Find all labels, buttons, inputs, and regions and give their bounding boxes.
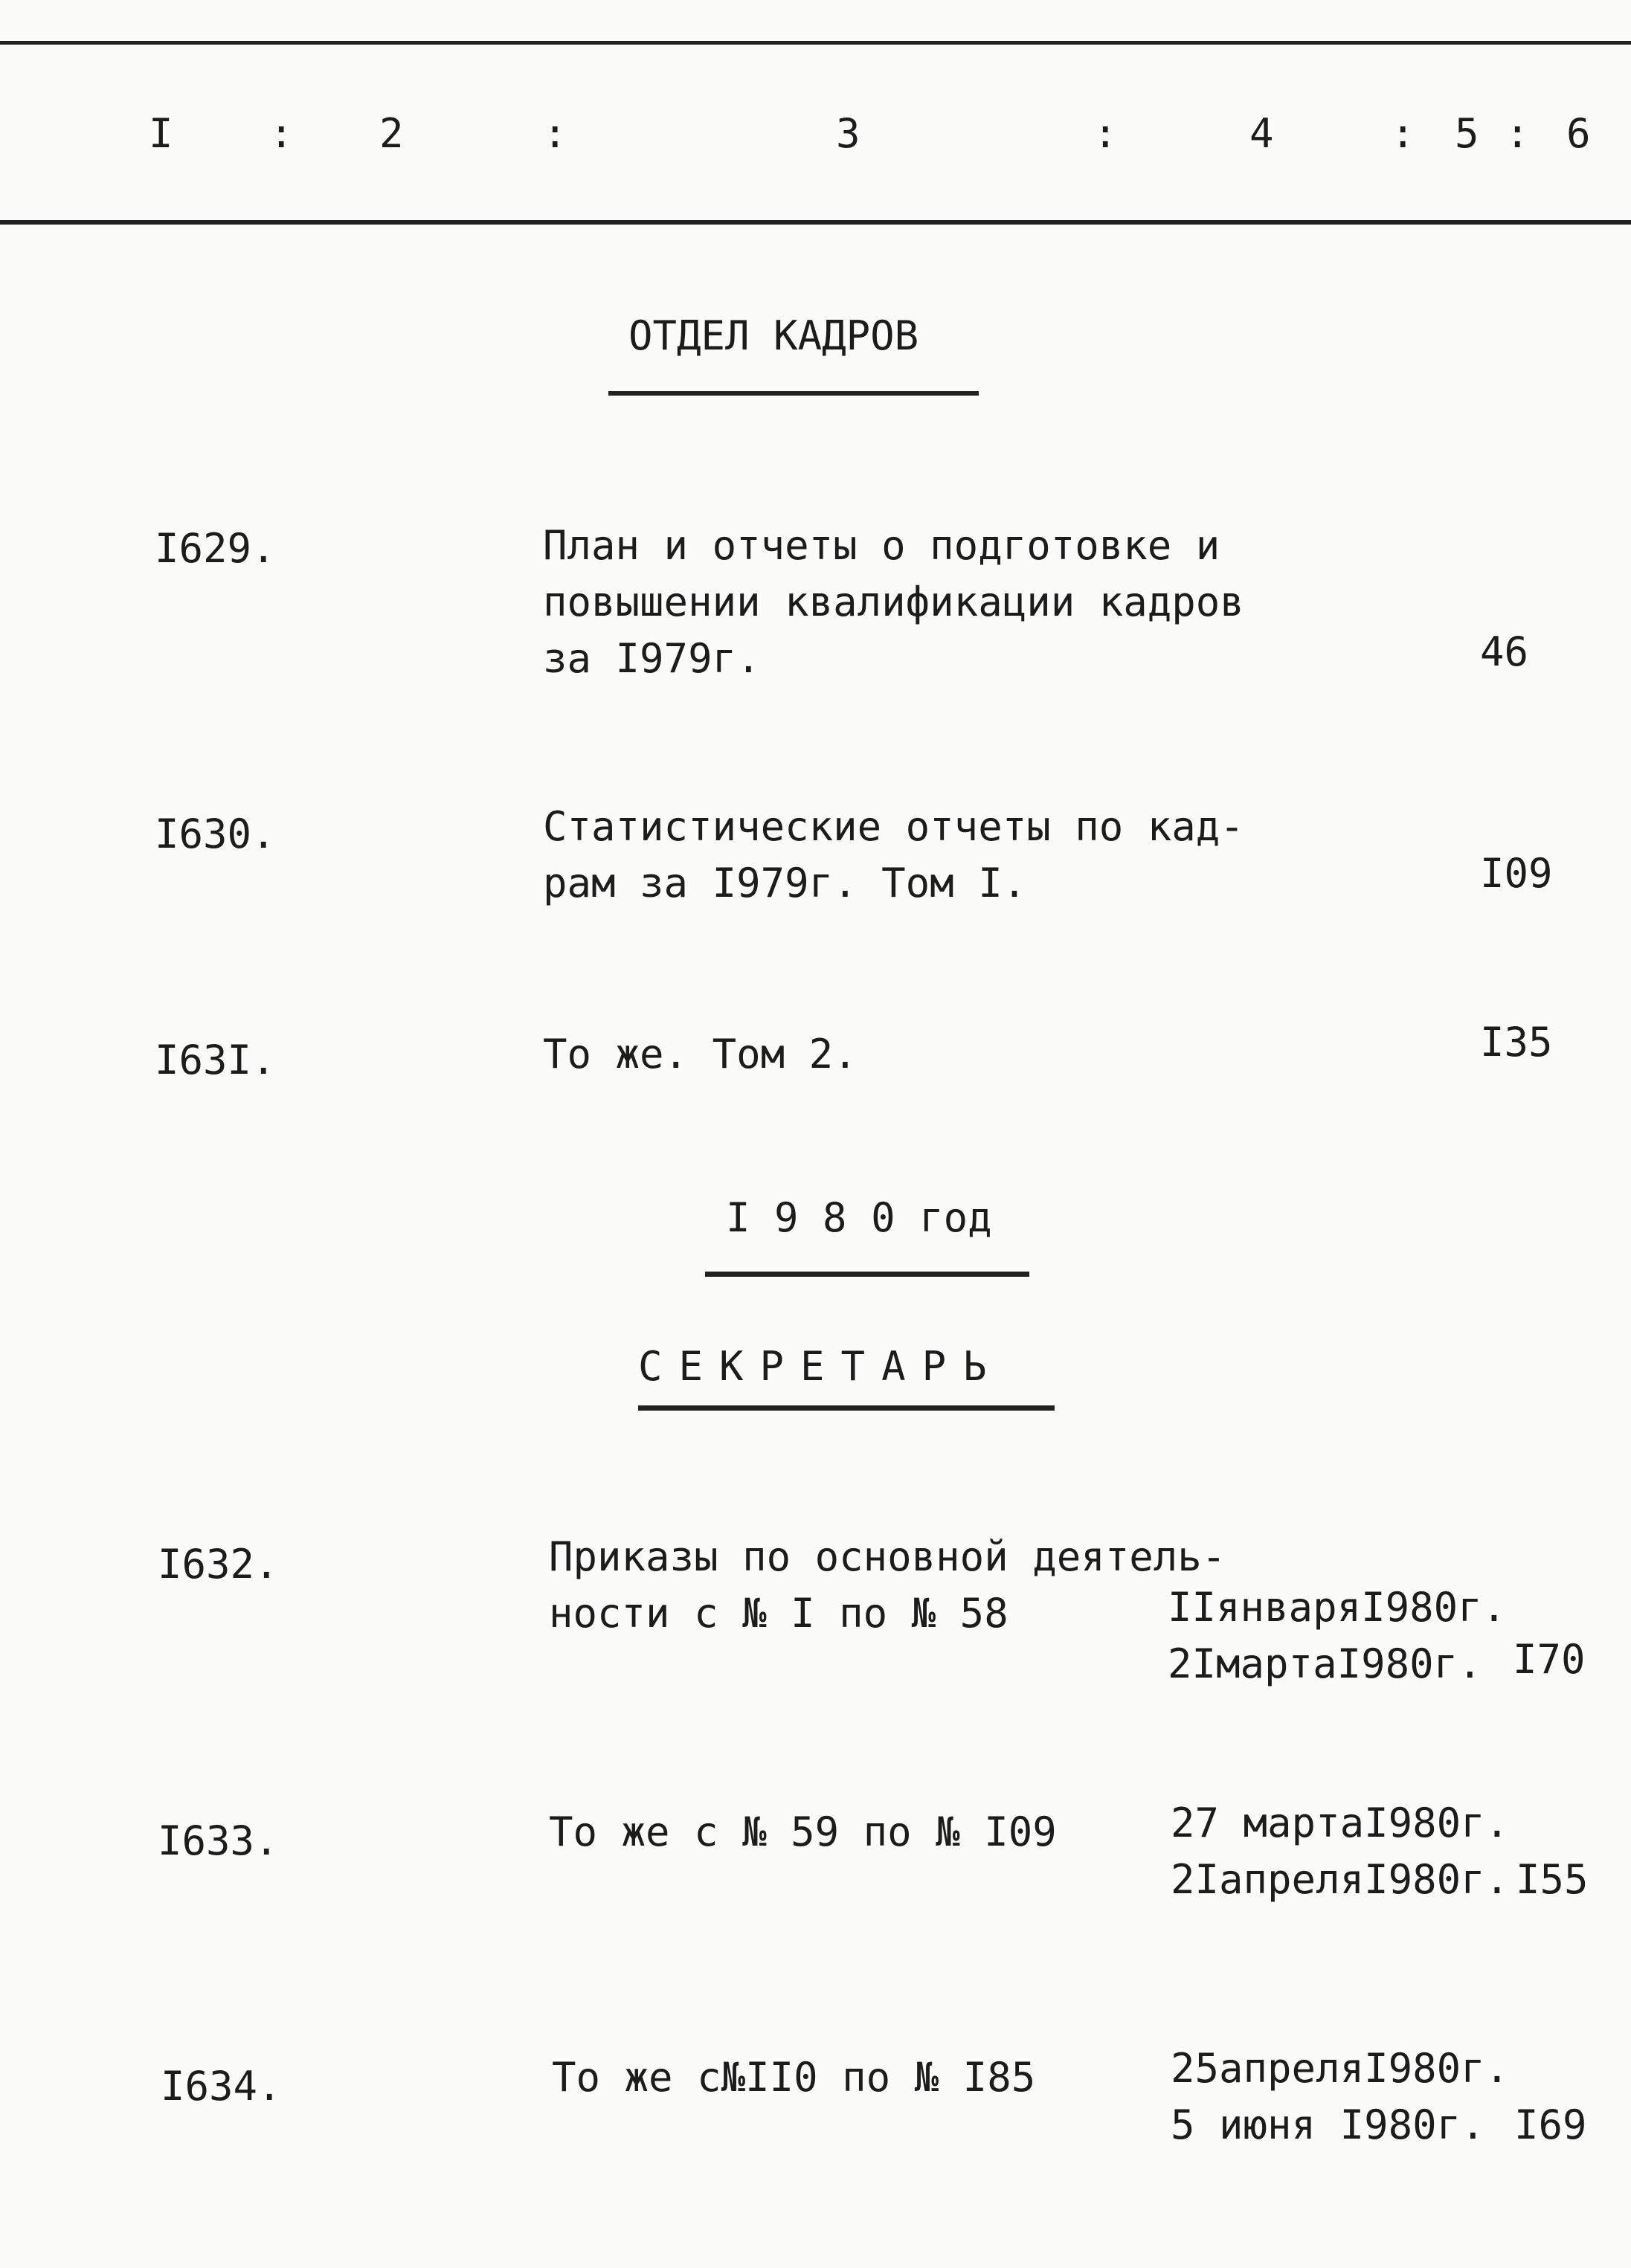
column-header-6: 6 — [1566, 110, 1591, 157]
header-bottom-rule — [0, 220, 1631, 225]
column-separator: : — [1093, 110, 1118, 157]
column-separator: : — [1505, 110, 1530, 157]
entry-pages: I69 — [1514, 2101, 1587, 2148]
entry-pages: I55 — [1516, 1856, 1589, 1903]
entry-number: I634. — [161, 2063, 282, 2110]
column-header-5: 5 — [1455, 110, 1479, 157]
date-to: 5 июня I980г. — [1171, 2101, 1485, 2148]
entry-dates — [1171, 2040, 1509, 2153]
year-heading-underline — [705, 1272, 1029, 1277]
column-separator: : — [1391, 110, 1415, 157]
date-to: 2IмартаI980г. — [1168, 1640, 1482, 1687]
entry-dates — [1168, 1579, 1506, 1692]
entry-number: I629. — [155, 525, 276, 572]
entry-number: I633. — [158, 1817, 279, 1864]
section-title-personnel: ОТДЕЛ КАДРОВ — [628, 312, 919, 359]
entry-description — [549, 1529, 1226, 1642]
column-header-3: 3 — [836, 110, 860, 157]
entry-number: I632. — [158, 1541, 279, 1588]
description-line: Статистические отчеты по кад- — [543, 803, 1244, 850]
date-from: IIянваряI980г. — [1168, 1584, 1507, 1631]
column-separator: : — [543, 110, 567, 157]
section-title-underline — [638, 1405, 1055, 1411]
column-separator: : — [269, 110, 294, 157]
description-line: План и отчеты о подготовке и — [543, 522, 1220, 569]
entry-description — [543, 518, 1244, 687]
column-header-2: 2 — [379, 110, 404, 157]
entry-description — [552, 2049, 1035, 2106]
section-title-underline — [608, 391, 979, 396]
section-title-secretary: СЕКРЕТАРЬ — [638, 1343, 1003, 1390]
description-line: за I979г. — [543, 635, 761, 682]
entry-pages: I70 — [1513, 1636, 1586, 1683]
entry-number: I63I. — [155, 1037, 276, 1083]
description-line: рам за I979г. Том I. — [543, 860, 1027, 906]
entry-description — [543, 799, 1244, 912]
column-header-1: I — [149, 110, 173, 157]
entry-number: I630. — [155, 811, 276, 857]
date-from: 27 мартаI980г. — [1171, 1800, 1510, 1846]
entry-description — [543, 1026, 858, 1083]
entry-pages: I35 — [1480, 1019, 1553, 1066]
year-heading: I 9 8 0 год — [726, 1194, 992, 1241]
entry-pages: 46 — [1480, 628, 1529, 675]
header-top-rule — [0, 41, 1631, 45]
description-line: повышении квалификации кадров — [543, 579, 1244, 625]
description-line: ности с № I по № 58 — [549, 1590, 1008, 1637]
description-line: То же с№II0 по № I85 — [552, 2054, 1036, 2101]
entry-pages: I09 — [1480, 850, 1553, 897]
entry-description — [549, 1804, 1057, 1861]
column-header-4: 4 — [1249, 110, 1274, 157]
date-to: 2IапреляI980г. — [1171, 1856, 1510, 1903]
description-line: Приказы по основной деятель- — [549, 1533, 1226, 1580]
description-line: То же. Том 2. — [543, 1031, 858, 1077]
date-from: 25апреляI980г. — [1171, 2045, 1510, 2092]
entry-dates — [1171, 1795, 1509, 1908]
description-line: То же с № 59 по № I09 — [549, 1808, 1057, 1855]
